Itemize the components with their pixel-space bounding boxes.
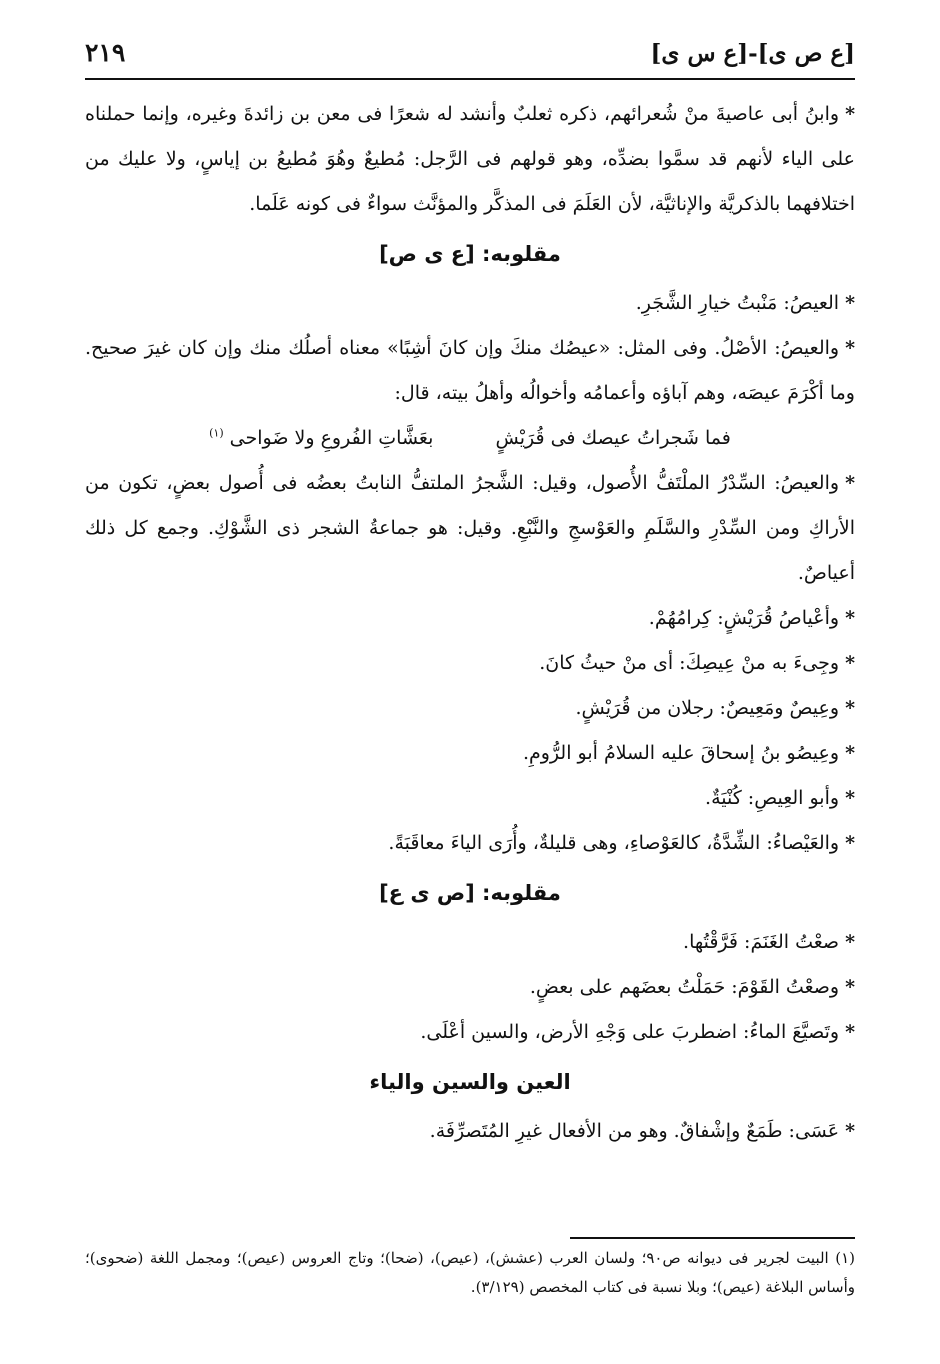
entry-bullet-icon: * xyxy=(845,976,855,998)
entry-paragraph xyxy=(85,326,855,416)
footnote-rule xyxy=(570,1237,855,1239)
root-range-title: [ع ص ى]-[ع س ى] xyxy=(650,40,855,67)
entry-bullet-icon: * xyxy=(845,697,855,719)
entry-bullet-icon: * xyxy=(845,292,855,314)
section-heading: مقلوبه: [ع ى ص] xyxy=(379,242,561,266)
page-number: ٢١٩ xyxy=(85,38,126,67)
poetry-verse xyxy=(85,416,855,461)
verse-first-hemistich: فما شَجراتُ عيصك فى قُرَيْشٍ xyxy=(495,427,731,449)
entry-paragraph xyxy=(85,686,855,731)
entry-text: والعَيْصاءُ: الشِّدَّةُ، كالعَوْصاءِ، وهى قليلةٌ، وأُرَى الياءَ معاقَبَةً. xyxy=(388,832,840,854)
entry-paragraph xyxy=(85,461,855,596)
entry-paragraph xyxy=(85,596,855,641)
footnote: (١) البيت لجرير فى ديوانه ص٩٠؛ ولسان العرب (عشش)، (عيص)، (ضحا)؛ وتاج العروس (عيص)؛ ومجمل اللغة (ضحوى)؛ وأساس البلاغة (عيص)؛ وبلا نسبة فى كتاب المخصص (٣/١٢٩). xyxy=(85,1249,855,1296)
entry-bullet-icon: * xyxy=(845,1120,855,1142)
entry-text: العيصُ: مَنْبتُ خيارِ الشَّجَرِ. xyxy=(635,292,840,314)
entry-text: عَسَى: طَمَعٌ وإشْفاقٌ. وهو من الأفعال غيرِ المُتَصرِّفَة. xyxy=(429,1120,840,1142)
entry-paragraph xyxy=(85,920,855,965)
entry-text: وصعْتُ القَوْمَ: حَمَلْتُ بعضَهم على بعضٍ. xyxy=(529,976,840,998)
entry-paragraph xyxy=(85,965,855,1010)
entry-text: وأعْياصُ قُرَيْشٍ: كِرامُهُمْ. xyxy=(648,607,840,629)
entry-paragraph xyxy=(85,1010,855,1055)
entry-text: وأبو العِيصِ: كُنْيَةٌ. xyxy=(705,787,840,809)
entry-bullet-icon: * xyxy=(845,103,855,125)
entry-bullet-icon: * xyxy=(845,652,855,674)
running-header xyxy=(85,36,855,76)
entry-paragraph xyxy=(85,641,855,686)
chapter-heading: العين والسين والياء xyxy=(369,1070,571,1094)
entry-text: صعْتُ الغَنَمَ: فَرَّقْتُها. xyxy=(683,931,840,953)
entry-paragraph xyxy=(85,281,855,326)
entry-paragraph xyxy=(85,92,855,227)
entry-text: وعِيصُو بنُ إسحاقَ عليه السلامُ أبو الرُّومِ. xyxy=(522,742,840,764)
header-rule xyxy=(85,78,855,80)
entry-text: وابنُ أبى عاصيةَ منْ شُعرائهم، ذكره ثعلبٌ وأنشد له شعرًا فى معن بن زائدةَ وغيره، وإنما حملناه على الياء لأنهم قد سمَّوا بضدِّه، وهو قولهم فى الرَّجل: مُطيعٌ وهُوَ مُطيعُ بن إياسٍ، ولا عليك من اختلافهما بالذكريَّة والإناثيَّة، لأن العَلَمَ فى المذكَّر والمؤنَّث سواءٌ فى كونه عَلَما. xyxy=(85,103,855,215)
entry-text: وعِيصٌ ومَعِيصٌ: رجلان من قُرَيْشٍ. xyxy=(575,697,840,719)
entry-bullet-icon: * xyxy=(845,832,855,854)
entry-text: والعيصُ: الأصْلُ. وفى المثل: «عيصُك منكَ وإن كانَ أشِبًا» معناه أصلُك منك وإن كان غيرَ صحيح. وما أكْرَمَ عيصَه، وهم آباؤه وأعمامُه وأخوالُه وأهلُ بيته، قال: xyxy=(85,337,855,404)
entry-bullet-icon: * xyxy=(845,742,855,764)
entry-bullet-icon: * xyxy=(845,607,855,629)
entry-bullet-icon: * xyxy=(845,337,855,359)
entry-body xyxy=(85,92,855,1154)
entry-paragraph xyxy=(85,731,855,776)
entry-bullet-icon: * xyxy=(845,787,855,809)
verse-second-hemistich: بعَشَّاتِ الفُروعِ ولا ضَواحى xyxy=(229,427,434,449)
entry-text: والعيصُ: السِّدْرُ الملْتَفُّ الأُصول، وقيل: الشَّجرُ الملتفُّ النابتُ بعضُه فى أُصول بعضٍ، تكون من الأراكِ ومن السِّدْرِ والسَّلَمِ والعَوْسجِ والنَّبْعِ. وقيل: هو جماعةُ الشجر ذى الشَّوْكِ. وجمع كل ذلك أعياصٌ. xyxy=(85,472,855,584)
entry-text: وجِىءَ به منْ عِيصِكَ: أى منْ حيثُ كانَ. xyxy=(539,652,840,674)
entry-bullet-icon: * xyxy=(845,472,855,494)
footnote-marker: (١) xyxy=(209,426,224,440)
entry-bullet-icon: * xyxy=(845,1021,855,1043)
entry-paragraph xyxy=(85,821,855,866)
entry-paragraph xyxy=(85,776,855,821)
section-heading: مقلوبه: [ص ى ع] xyxy=(379,881,561,905)
entry-bullet-icon: * xyxy=(845,931,855,953)
entry-paragraph xyxy=(85,1109,855,1154)
entry-text: وتَصيَّعَ الماءُ: اضطربَ على وَجْهِ الأرض، والسين أعْلَى. xyxy=(420,1021,840,1043)
